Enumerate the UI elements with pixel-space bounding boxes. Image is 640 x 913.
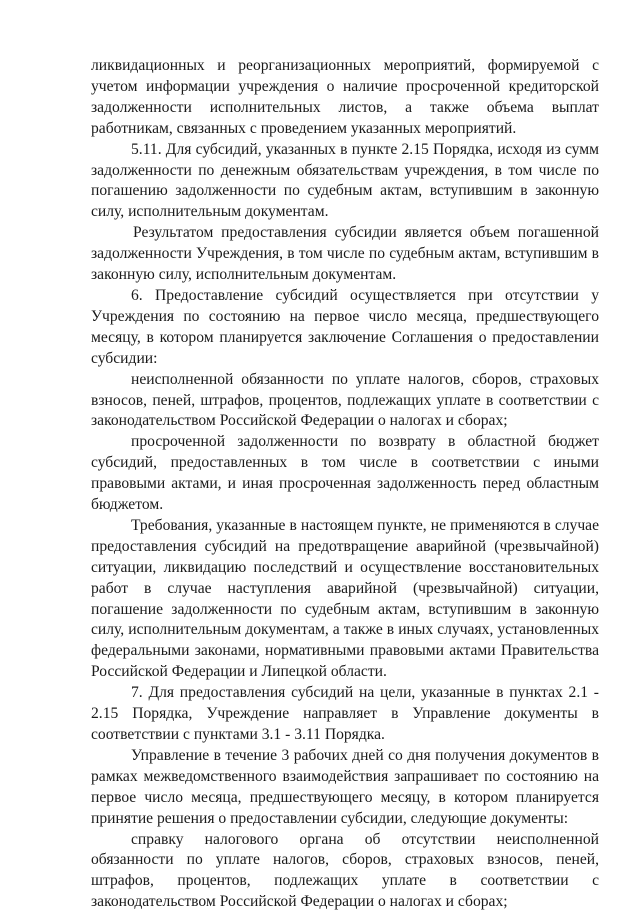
paragraph-7: 7. Для предоставления субсидий на цели, указанные в пунктах 2.1 - 2.15 Порядка, Учреждение направляет в Управление документы в соответствии с пунктами 3.1 - 3.11 Порядка. [91,684,599,743]
paragraph-tax-obligation: неисполненной обязанности по уплате налогов, сборов, страховых взносов, пеней, штрафов, процентов, подлежащих уплате в соответствии с законодательством Российской Федерации о налогах и сборах; [91,370,599,430]
paragraph-requirements: Требования, указанные в настоящем пункте, не применяются в случае предоставления субсидий на предотвращение аварийной (чрезвычайной) ситуации, ликвидацию последствий и осуществление восстановительных работ в случае наступления аварийной (чрезвычайной) ситуации, погашение задолженности по судебным актам, вступившим в законную силу, исполнительным документам, а также в иных случаях, установленных федеральными законами, нормативными правовыми актами Правительства Российской Федерации и Липецкой области. [91,516,599,681]
paragraph-6: 6. Предоставление субсидий осуществляется при отсутствии у Учреждения по состоянию на первое число месяца, предшествующего месяцу, в котором планируется заключение Соглашения о предоставлении субсидии: [91,286,599,367]
paragraph-overdue-debt: просроченной задолженности по возврату в областной бюджет субсидий, предоставленных в том числе в соответствии с иными правовыми актами, и иная просроченная задолженность перед областным бюджетом. [91,433,599,514]
paragraph-department-request: Управление в течение 3 рабочих дней со дня получения документов в рамках межведомственного взаимодействия запрашивает по состоянию на первое число месяца, предшествующего месяцу, в котором планируется принятие решения о предоставлении субсидии, следующие документы: [91,746,599,827]
paragraph-continuation: ликвидационных и реорганизационных мероприятий, формируемой с учетом информации учреждения о наличие просроченной кредиторской задолженности исполнительных листов, а также объема выплат работникам, связанных с проведением указанных мероприятий. [91,57,599,137]
paragraph-result: Результатом предоставления субсидии является объем погашенной задолженности Учреждения, в том числе по судебным актам, вступившим в законную силу, исполнительным документам. [91,224,599,284]
paragraph-tax-certificate: справку налогового органа об отсутствии неисполненной обязанности по уплате налогов, сборов, страховых взносов, пеней, штрафов, процентов, подлежащих уплате в соответствии с законодательством Российской Федерации о налогах и сборах; [91,830,599,911]
paragraph-5-11: 5.11. Для субсидий, указанных в пункте 2.15 Порядка, исходя из сумм задолженности по денежным обязательствам учреждения, в том числе по погашению задолженности по судебным актам, вступившим в законную силу, исполнительным документам. [91,140,599,221]
